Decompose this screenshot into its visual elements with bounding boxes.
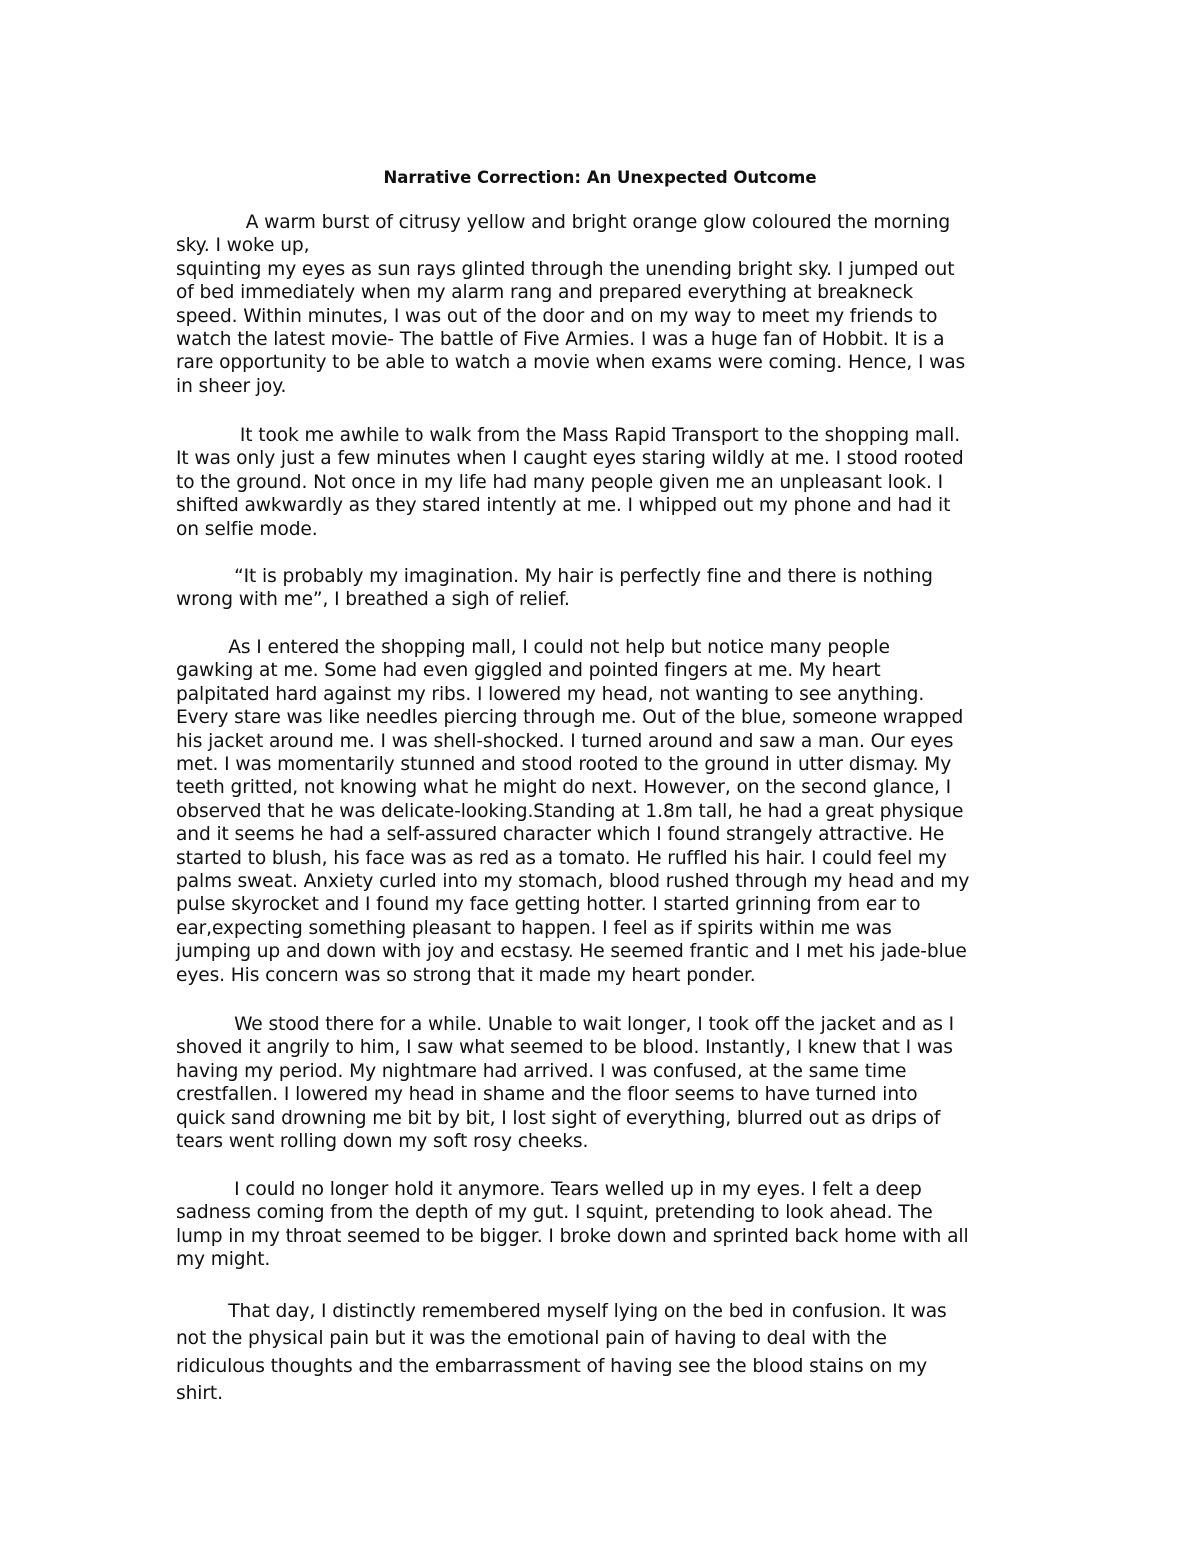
paragraph-line: on selfie mode. xyxy=(176,518,318,540)
paragraph-line: sadness coming from the depth of my gut. I squint, pretending to look ahead. The xyxy=(176,1202,933,1224)
paragraph-line: shirt. xyxy=(176,1383,223,1405)
paragraph-line: started to blush, his face was as red as a tomato. He ruffled his hair. I could feel my xyxy=(176,847,947,869)
paragraph-line: having my period. My nightmare had arrived. I was confused, at the same time xyxy=(176,1060,907,1082)
paragraph-line: We stood there for a while. Unable to wait longer, I took off the jacket and as I xyxy=(176,1014,955,1035)
paragraph-line: and it seems he had a self-assured character which I found strangely attractive. He xyxy=(176,824,945,846)
paragraph-line: That day, I distinctly remembered myself lying on the bed in confusion. It was xyxy=(176,1301,947,1322)
paragraph-line: lump in my throat seemed to be bigger. I broke down and sprinted back home with all xyxy=(176,1225,969,1247)
paragraph-line: to the ground. Not once in my life had many people given me an unpleasant look. I xyxy=(176,471,943,493)
paragraph-1 xyxy=(176,211,1026,398)
paragraph-line: of bed immediately when my alarm rang and prepared everything at breakneck xyxy=(176,282,914,304)
paragraph-line: rare opportunity to be able to watch a movie when exams were coming. Hence, I was xyxy=(176,352,966,374)
paragraph-line: my might. xyxy=(176,1249,271,1271)
paragraph-line: quick sand drowning me bit by bit, I lost sight of everything, blurred out as drips of xyxy=(176,1107,941,1129)
paragraph-line: sky. I woke up, xyxy=(176,235,310,257)
paragraph-line: shoved it angrily to him, I saw what seemed to be blood. Instantly, I knew that I was xyxy=(176,1037,953,1059)
paragraph-line: speed. Within minutes, I was out of the door and on my way to meet my friends to xyxy=(176,305,938,327)
paragraph-6 xyxy=(176,1178,1026,1272)
paragraph-line: As I entered the shopping mall, I could not help but notice many people xyxy=(176,637,890,658)
paragraph-line: not the physical pain but it was the emotional pain of having to deal with the xyxy=(176,1328,887,1350)
paragraph-line: eyes. His concern was so strong that it made my heart ponder. xyxy=(176,964,756,986)
paragraph-line: wrong with me”, I breathed a sigh of relief. xyxy=(176,589,570,611)
paragraph-line: Every stare was like needles piercing through me. Out of the blue, someone wrapped xyxy=(176,707,964,729)
paragraph-line: in sheer joy. xyxy=(176,375,287,397)
paragraph-line: observed that he was delicate-looking.Standing at 1.8m tall, he had a great physique xyxy=(176,800,964,822)
paragraph-7 xyxy=(176,1298,1026,1408)
paragraph-line: I could no longer hold it anymore. Tears welled up in my eyes. I felt a deep xyxy=(176,1179,922,1200)
paragraph-line: It was only just a few minutes when I caught eyes staring wildly at me. I stood rooted xyxy=(176,448,964,470)
paragraph-line: palpitated hard against my ribs. I lowered my head, not wanting to see anything. xyxy=(176,683,925,705)
paragraph-line: met. I was momentarily stunned and stood rooted to the ground in utter dismay. My xyxy=(176,754,952,776)
paragraph-line: It took me awhile to walk from the Mass Rapid Transport to the shopping mall. xyxy=(176,425,961,446)
document-title: Narrative Correction: An Unexpected Outcome xyxy=(383,168,817,187)
paragraph-line: teeth gritted, not knowing what he might do next. However, on the second glance, I xyxy=(176,777,952,799)
paragraph-line: ridiculous thoughts and the embarrassment of having see the blood stains on my xyxy=(176,1355,928,1377)
paragraph-4 xyxy=(176,636,1026,987)
paragraph-2 xyxy=(176,424,1026,541)
paragraph-line: pulse skyrocket and I found my face getting hotter. I started grinning from ear to xyxy=(176,894,921,916)
paragraph-line: watch the latest movie- The battle of Five Armies. I was a huge fan of Hobbit. It is a xyxy=(176,329,945,351)
paragraph-line: crestfallen. I lowered my head in shame and the floor seems to have turned into xyxy=(176,1084,918,1106)
paragraph-line: tears went rolling down my soft rosy cheeks. xyxy=(176,1131,589,1153)
paragraph-line: gawking at me. Some had even giggled and pointed fingers at me. My heart xyxy=(176,660,881,682)
paragraph-5 xyxy=(176,1013,1026,1153)
paragraph-line: “It is probably my imagination. My hair is perfectly fine and there is nothing xyxy=(176,566,933,587)
paragraph-line: jumping up and down with joy and ecstasy. He seemed frantic and I met his jade-blue xyxy=(176,941,967,963)
paragraph-3 xyxy=(176,565,1026,612)
paragraph-line: A warm burst of citrusy yellow and bright orange glow coloured the morning xyxy=(176,212,951,233)
paragraph-line: ear,expecting something pleasant to happen. I feel as if spirits within me was xyxy=(176,917,892,939)
paragraph-line: his jacket around me. I was shell-shocked. I turned around and saw a man. Our eyes xyxy=(176,730,954,752)
paragraph-line: squinting my eyes as sun rays glinted through the unending bright sky. I jumped out xyxy=(176,258,955,280)
paragraph-line: palms sweat. Anxiety curled into my stomach, blood rushed through my head and my xyxy=(176,871,970,893)
paragraph-line: shifted awkwardly as they stared intently at me. I whipped out my phone and had it xyxy=(176,495,951,517)
